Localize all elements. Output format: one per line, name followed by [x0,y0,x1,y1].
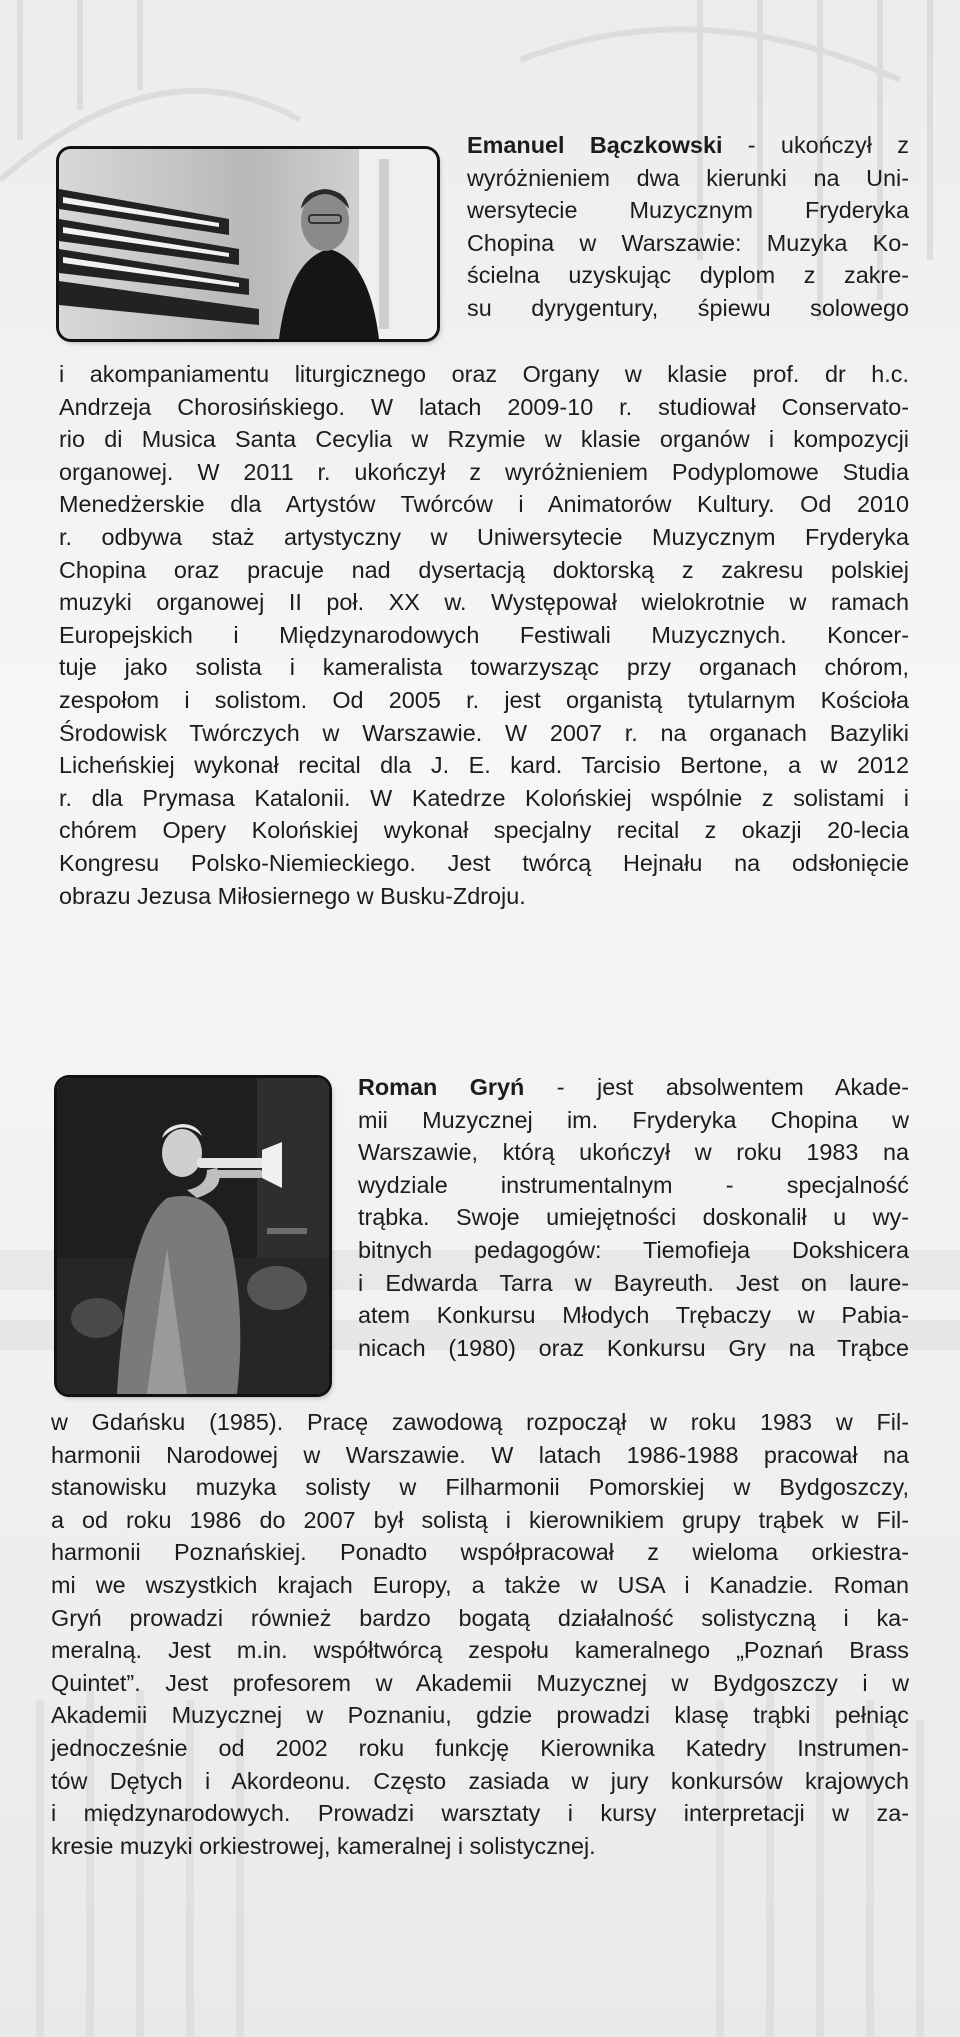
bio-emanuel-body: i akompaniamentu liturgicznego oraz Organy w klasie prof. dr h.c. Andrzeja Chorosińskiego. W latach 2009-10 r. studiował Conservato- rio di Musica Santa Cecylia w Rzymie w klasie organów i kompozycji organowej. W 2011 r. ukończył z wyróżnieniem Podyplomowe Studia Menedżerskie dla Artystów Twórców i Animatorów Kultury. Od 2010 r. odbywa staż artystyczny w Uniwersytecie Muzycznym Fryderyka Chopina oraz pracuje nad dysertacją doktorską z zakresu polskiej muzyki organowej II poł. XX w. Występował wielokrotnie w ramach Europejskich i Międzynarodowych Festiwali Muzycznych. Koncer- tuje jako solista i kameralista towarzysząc przy organach chórom, zespołom i solistom. Od 2005 r. jest organistą tytularnym Kościoła Środowisk Twórczych w Warszawie. W 2007 r. na organach Bazyliki Licheńskiej wykonał recital dla J. E. kard. Tarcisio Bertone, a w 2012 r. dla Prymasa Katalonii. W Katedrze Kolońskiej wspólnie z solistami i chórem Opery Kolońskiej wykonał specjalny recital z okazji 20-lecia Kongresu Polsko-Niemieckiego. Jest twórcą Hejnału na odsłonięcie obrazu Jezusa Miłosiernego w Busku-Zdroju. [59,361,909,909]
bio-roman-intro: Roman Gryń - jest absolwentem Akade- mii Muzycznej im. Fryderyka Chopina w Warszawie, którą ukończył w roku 1983 na wydziale instrumentalnym - specjalność trąbka. Swoje umiejętności doskonalił u wy- bitnych pedagogów: Tiemofieja Dokshicera i Edwarda Tarra w Bayreuth. Jest on laure- atem Konkursu Młodych Trębaczy w Pabia- nicach (1980) oraz Konkursu Gry na Trąbce [358,1074,909,1361]
organist-photo [59,149,437,339]
trumpeter-photo [57,1078,329,1394]
bio-roman-name: Roman Gryń [358,1074,525,1100]
bio-emanuel-intro: Emanuel Bączkowski - ukończył z wyróżnieniem dwa kierunki na Uni- wersytecie Muzycznym Fryderyka Chopina w Warszawie: Muzyka Ko- ścielna uzyskując dyplom z zakre- su dyrygentury, śpiewu solowego [467,132,909,321]
bio-roman-body: w Gdańsku (1985). Pracę zawodową rozpoczął w roku 1983 w Fil- harmonii Narodowej w Warszawie. W latach 1986-1988 pracował na stanowisku muzyka solisty w Filharmonii Pomorskiej w Bydgoszczy, a od roku 1986 do 2007 był solistą i kierownikiem grupy trąbek w Fil- harmonii Poznańskiej. Ponadto współpracował z wieloma orkiestra- mi we wszystkich krajach Europy, a także w USA i Kanadzie. Roman Gryń prowadzi również bardzo bogatą działalność solistyczną i ka- meralną. Jest m.in. współtwórcą zespołu kameralnego „Poznań Brass Quintet”. Jest profesorem w Akademii Muzycznej w Bydgoszczy i w Akademii Muzycznej w Poznaniu, gdzie prowadzi klasę trąbki pełniąc jednocześnie od 2002 roku funkcję Kierownika Katedry Instrumen- tów Dętych i Akordeonu. Często zasiada w jury konkursów krajowych i międzynarodowych. Prowadzi warsztaty i kursy interpretacji w za- kresie muzyki orkiestrowej, kameralnej i solistycznej. [51,1409,909,1859]
bio-emanuel-name: Emanuel Bączkowski [467,132,723,158]
